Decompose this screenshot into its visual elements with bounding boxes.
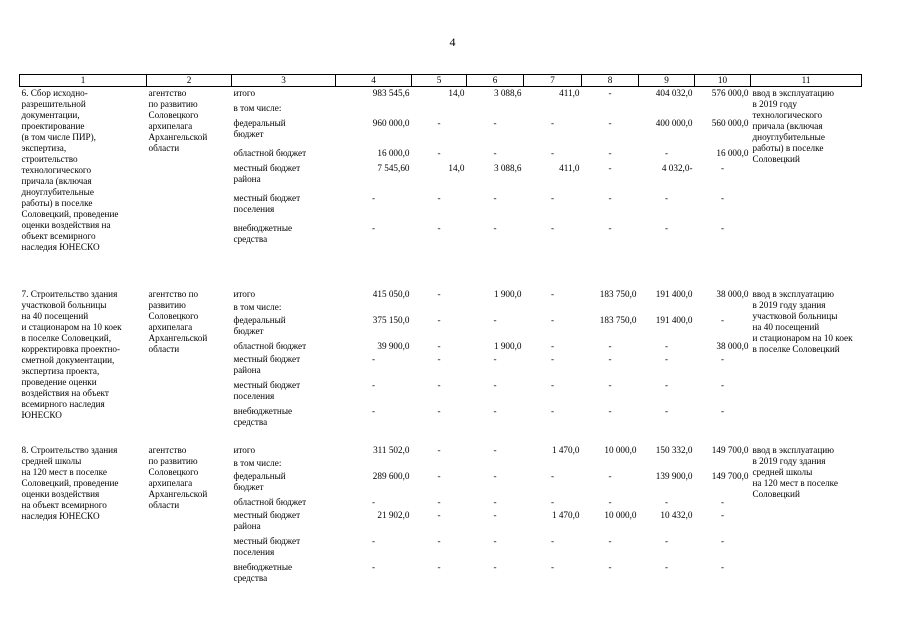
value-cell: - xyxy=(608,162,612,173)
value-cell: - xyxy=(720,496,725,507)
value-cell: - xyxy=(720,353,725,364)
column-header: 3 xyxy=(232,75,336,87)
value-cell: - xyxy=(437,340,441,351)
value-cell: - xyxy=(437,405,441,416)
value-cell: 38 000,0 xyxy=(716,340,749,351)
funding-source: итого xyxy=(233,87,256,98)
value-cell: 1 900,0 xyxy=(493,340,522,351)
value-cell: - xyxy=(550,405,555,416)
executor-cell: агентство по развитию Соловецкого архипелага Архангельской области xyxy=(148,444,208,510)
value-cell: - xyxy=(608,561,612,572)
funding-source: федеральный бюджет xyxy=(233,117,286,139)
value-cell: - xyxy=(720,535,725,546)
value-cell: - xyxy=(493,379,497,390)
value-cell: - xyxy=(550,340,555,351)
value-cell: - xyxy=(664,561,669,572)
value-cell xyxy=(412,458,467,471)
value-cell: - xyxy=(437,379,441,390)
value-cell xyxy=(336,103,412,118)
value-cell xyxy=(524,302,582,315)
value-cell: - xyxy=(493,561,497,572)
value-cell: - xyxy=(371,496,376,507)
value-cell: - xyxy=(550,379,555,390)
funding-source: местный бюджет поселения xyxy=(233,535,301,557)
value-cell: 1 900,0 xyxy=(493,288,522,299)
funding-source: итого xyxy=(233,288,256,299)
funding-source: областной бюджет xyxy=(233,147,307,158)
column-header: 5 xyxy=(412,75,467,87)
value-cell: 3 088,6 xyxy=(493,87,522,98)
value-cell: - xyxy=(720,162,725,173)
value-cell: 415 050,0 xyxy=(372,288,410,299)
value-cell: 411,0 xyxy=(559,87,580,98)
value-cell: - xyxy=(608,405,612,416)
value-cell: - xyxy=(550,147,555,158)
value-cell: 39 900,0 xyxy=(377,340,410,351)
value-cell xyxy=(336,302,412,315)
column-header: 11 xyxy=(751,75,862,87)
program-table xyxy=(19,74,862,588)
value-cell xyxy=(467,458,524,471)
funding-source: местный бюджет района xyxy=(233,162,301,184)
funding-source: внебюджетные средства xyxy=(233,561,293,583)
funding-source: внебюджетные средства xyxy=(233,222,293,244)
value-cell xyxy=(695,458,751,471)
column-header: 7 xyxy=(524,75,582,87)
value-cell: - xyxy=(550,117,555,128)
value-cell: 150 332,0 xyxy=(655,444,693,455)
value-cell: - xyxy=(608,87,612,98)
column-header: 2 xyxy=(147,75,232,87)
value-cell: - xyxy=(493,496,497,507)
value-cell: 289 600,0 xyxy=(372,470,410,481)
value-cell: 576 000,0 xyxy=(711,87,749,98)
table-body xyxy=(20,87,862,588)
value-cell: 139 900,0 xyxy=(655,470,693,481)
value-cell: - xyxy=(664,535,669,546)
funding-source: областной бюджет xyxy=(233,340,307,351)
value-cell: - xyxy=(608,496,612,507)
value-cell: - xyxy=(664,379,669,390)
value-cell: 311 502,0 xyxy=(373,444,410,455)
value-cell: - xyxy=(437,353,441,364)
value-cell: 1 470,0 xyxy=(551,509,580,520)
value-cell: - xyxy=(437,535,441,546)
funding-source: в том числе: xyxy=(233,102,282,113)
value-cell: - xyxy=(550,222,555,233)
value-cell: - xyxy=(608,117,612,128)
value-cell: 21 902,0 xyxy=(377,509,410,520)
activity-description: 7. Строительство здания участковой больницы на 40 посещений и стационаром на 10 коек в поселке Соловецкий, корректировка проектно- сметной документации, экспертиза проекта, проведение оценки воздействия на объект всемирного наследия ЮНЕСКО xyxy=(21,288,122,420)
activity-description: 8. Строительство здания средней школы на 120 мест в поселке Соловецкий, проведение оценки воздействия на объект всемирного наследия ЮНЕСКО xyxy=(21,444,119,521)
column-header: 9 xyxy=(639,75,695,87)
value-cell: 400 000,0 xyxy=(655,117,693,128)
funding-source: федеральный бюджет xyxy=(233,314,286,336)
value-cell: - xyxy=(664,496,669,507)
value-cell: - xyxy=(550,470,555,481)
funding-source: федеральный бюджет xyxy=(233,470,286,492)
value-cell: - xyxy=(493,470,497,481)
value-cell: - xyxy=(608,353,612,364)
column-header: 4 xyxy=(336,75,412,87)
value-cell: - xyxy=(437,192,441,203)
value-cell: - xyxy=(720,405,725,416)
value-cell: 183 750,0 xyxy=(599,314,637,325)
table-row xyxy=(20,88,862,103)
value-cell: 983 545,6 xyxy=(372,87,410,98)
value-cell: - xyxy=(608,470,612,481)
value-cell: - xyxy=(664,405,669,416)
value-cell: - xyxy=(664,340,669,351)
expected-result: ввод в эксплуатацию в 2019 году здания средней школы на 120 мест в поселке Соловецкий xyxy=(752,444,838,499)
value-cell xyxy=(639,302,695,315)
value-cell: 560 000,0 xyxy=(711,117,749,128)
value-cell: - xyxy=(720,509,725,520)
value-cell: - xyxy=(664,147,669,158)
value-cell: 14,0 xyxy=(448,162,465,173)
funding-source: итого xyxy=(233,444,256,455)
column-header: 6 xyxy=(467,75,524,87)
value-cell: - xyxy=(550,535,555,546)
value-cell xyxy=(639,458,695,471)
value-cell: - xyxy=(720,379,725,390)
value-cell: - xyxy=(720,192,725,203)
value-cell: - xyxy=(437,496,441,507)
column-header: 8 xyxy=(582,75,639,87)
value-cell: - xyxy=(437,117,441,128)
value-cell xyxy=(524,103,582,118)
value-cell: - xyxy=(664,192,669,203)
funding-source: в том числе: xyxy=(233,301,282,312)
value-cell xyxy=(467,103,524,118)
value-cell: - xyxy=(371,535,376,546)
table-row xyxy=(20,289,862,302)
value-cell: 10 000,0 xyxy=(604,509,637,520)
value-cell: - xyxy=(371,379,376,390)
value-cell xyxy=(582,103,639,118)
value-cell: - xyxy=(608,192,612,203)
funding-source: местный бюджет района xyxy=(233,509,301,531)
expected-result: ввод в эксплуатацию в 2019 году технологического причала (включая дноуглубительные работы) в поселке Соловецкий xyxy=(752,87,835,164)
value-cell: - xyxy=(608,147,612,158)
value-cell: 149 700,0 xyxy=(711,470,749,481)
value-cell: - xyxy=(550,561,555,572)
value-cell xyxy=(582,302,639,315)
value-cell: - xyxy=(371,222,376,233)
value-cell: - xyxy=(493,222,497,233)
funding-source: местный бюджет района xyxy=(233,353,301,375)
funding-source: в том числе: xyxy=(233,457,282,468)
value-cell: - xyxy=(720,561,725,572)
value-cell xyxy=(639,103,695,118)
value-cell: - xyxy=(493,147,497,158)
value-cell: - xyxy=(437,470,441,481)
value-cell: - xyxy=(493,353,497,364)
value-cell: - xyxy=(550,288,555,299)
funding-source: местный бюджет поселения xyxy=(233,379,301,401)
value-cell: - xyxy=(437,288,441,299)
value-cell: - xyxy=(608,379,612,390)
value-cell: - xyxy=(493,314,497,325)
value-cell xyxy=(467,302,524,315)
value-cell: - xyxy=(493,192,497,203)
value-cell: 10 000,0 xyxy=(604,444,637,455)
value-cell: 38 000,0 xyxy=(716,288,749,299)
value-cell: 411,0 xyxy=(559,162,580,173)
value-cell: - xyxy=(608,535,612,546)
value-cell: - xyxy=(664,222,669,233)
value-cell xyxy=(695,103,751,118)
funding-source: внебюджетные средства xyxy=(233,405,293,427)
value-cell: - xyxy=(437,222,441,233)
value-cell: 375 150,0 xyxy=(372,314,410,325)
value-cell: - xyxy=(493,405,497,416)
value-cell: - xyxy=(437,561,441,572)
page-number: 4 xyxy=(449,35,456,49)
value-cell: - xyxy=(550,192,555,203)
value-cell: 7 545,60 xyxy=(377,162,410,173)
value-cell xyxy=(695,302,751,315)
value-cell: 191 400,0 xyxy=(655,288,693,299)
table-row xyxy=(20,445,862,458)
value-cell: - xyxy=(493,509,497,520)
value-cell: 16 000,0 xyxy=(377,147,410,158)
executor-cell: агентство по развитию Соловецкого архипелага Архангельской области xyxy=(148,288,208,354)
value-cell: 149 700,0 xyxy=(711,444,749,455)
value-cell: - xyxy=(664,353,669,364)
value-cell: - xyxy=(371,353,376,364)
value-cell: 960 000,0 xyxy=(372,117,410,128)
value-cell: 10 432,0 xyxy=(660,509,693,520)
value-cell: - xyxy=(493,444,497,455)
value-cell xyxy=(524,458,582,471)
value-cell: - xyxy=(437,509,441,520)
expected-result: ввод в эксплуатацию в 2019 году здания участковой больницы на 40 посещений и стационаром на 10 коек в поселке Соловецкий xyxy=(752,288,853,354)
value-cell: 14,0 xyxy=(448,87,465,98)
value-cell: 1 470,0 xyxy=(551,444,580,455)
value-cell: 404 032,0 xyxy=(655,87,693,98)
value-cell: - xyxy=(371,561,376,572)
funding-source: областной бюджет xyxy=(233,496,307,507)
block-spacer xyxy=(20,432,862,445)
value-cell: - xyxy=(437,444,441,455)
value-cell: 191 400,0 xyxy=(655,314,693,325)
value-cell: - xyxy=(437,314,441,325)
value-cell: 3 088,6 xyxy=(493,162,522,173)
value-cell: 16 000,0 xyxy=(716,147,749,158)
value-cell: - xyxy=(550,353,555,364)
value-cell: - xyxy=(371,192,376,203)
value-cell xyxy=(336,458,412,471)
column-header: 1 xyxy=(20,75,147,87)
value-cell: - xyxy=(371,405,376,416)
value-cell: 4 032,0- xyxy=(661,162,693,173)
value-cell: - xyxy=(608,340,612,351)
value-cell: - xyxy=(720,314,725,325)
value-cell: - xyxy=(550,496,555,507)
value-cell xyxy=(412,302,467,315)
funding-source: местный бюджет поселения xyxy=(233,192,301,214)
activity-description: 6. Сбор исходно- разрешительной документации, проектирование (в том числе ПИР), экспертиза, строительство технологического причала (включая дноуглубительные работы) в поселке Соловецкий, проведение оценки воздействия на объект всемирного наследия ЮНЕСКО xyxy=(21,87,119,252)
value-cell: - xyxy=(493,117,497,128)
column-header: 10 xyxy=(695,75,751,87)
value-cell: - xyxy=(608,222,612,233)
value-cell: - xyxy=(550,314,555,325)
value-cell: 183 750,0 xyxy=(599,288,637,299)
value-cell xyxy=(412,103,467,118)
executor-cell: агентство по развитию Соловецкого архипелага Архангельской области xyxy=(148,87,208,153)
value-cell: - xyxy=(437,147,441,158)
value-cell xyxy=(582,458,639,471)
block-spacer xyxy=(20,253,862,289)
value-cell: - xyxy=(720,222,725,233)
header-row xyxy=(20,75,862,87)
value-cell: - xyxy=(493,535,497,546)
